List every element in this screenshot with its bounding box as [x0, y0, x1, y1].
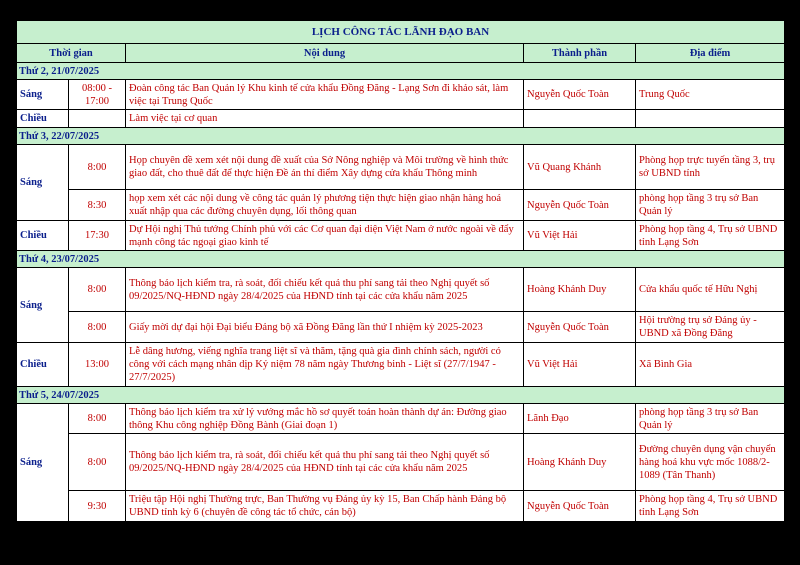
session-label: Chiều	[17, 110, 69, 128]
day-row	[17, 128, 785, 145]
title-row	[17, 21, 785, 44]
header-location: Địa điểm	[636, 44, 785, 63]
header-time: Thời gian	[17, 44, 126, 63]
header-content: Nội dung	[126, 44, 524, 63]
participant-cell: Vũ Việt Hải	[524, 221, 636, 251]
schedule-table	[16, 20, 785, 522]
table-row	[17, 491, 785, 522]
table-row	[17, 312, 785, 343]
day-row	[17, 387, 785, 404]
location-cell: Phòng họp tầng 4, Trụ sở UBND tỉnh Lạng Sơn	[636, 491, 785, 522]
day-row	[17, 63, 785, 80]
participant-cell: Hoàng Khánh Duy	[524, 268, 636, 312]
time-cell: 8:00	[69, 434, 126, 491]
session-label: Sáng	[17, 404, 69, 522]
content-cell: Dự Hội nghị Thủ tướng Chính phủ với các Cơ quan đại diện Việt Nam ở nước ngoài về đẩy mạnh công tác ngoại giao kinh tế	[126, 221, 524, 251]
session-label: Sáng	[17, 268, 69, 343]
participant-cell: Vũ Việt Hải	[524, 343, 636, 387]
time-cell: 08:00 - 17:00	[69, 80, 126, 110]
session-label: Chiều	[17, 221, 69, 251]
participant-cell: Vũ Quang Khánh	[524, 145, 636, 190]
participant-cell: Nguyễn Quốc Toàn	[524, 190, 636, 221]
location-cell: phòng họp tầng 3 trụ sở Ban Quản lý	[636, 404, 785, 434]
time-cell	[69, 110, 126, 128]
table-row	[17, 190, 785, 221]
participant-cell: Nguyễn Quốc Toàn	[524, 80, 636, 110]
content-cell: họp xem xét các nội dung về công tác quản lý phương tiện thực hiện giao nhận hàng hoá xuất nhập qua các đường chuyên dụng, lối thông quan	[126, 190, 524, 221]
location-cell: Phòng họp tầng 4, Trụ sở UBND tỉnh Lạng Sơn	[636, 221, 785, 251]
content-cell: Thông báo lịch kiểm tra, rà soát, đối chiếu kết quả thu phí sang tải theo Nghị quyết số 09/2025/NQ-HĐND ngày 28/4/2025 của HĐND tỉnh tại các cửa khẩu năm 2025	[126, 434, 524, 491]
participant-cell: Nguyễn Quốc Toàn	[524, 312, 636, 343]
header-participant: Thành phần	[524, 44, 636, 63]
session-label: Chiều	[17, 343, 69, 387]
day-label: Thứ 3, 22/07/2025	[17, 128, 785, 145]
time-cell: 8:00	[69, 268, 126, 312]
location-cell: Xã Bình Gia	[636, 343, 785, 387]
time-cell: 8:30	[69, 190, 126, 221]
table-row	[17, 80, 785, 110]
day-row	[17, 251, 785, 268]
table-row	[17, 434, 785, 491]
location-cell: phòng họp tầng 3 trụ sở Ban Quản lý	[636, 190, 785, 221]
schedule-title: LỊCH CÔNG TÁC LÃNH ĐẠO BAN	[17, 21, 785, 44]
participant-cell: Hoàng Khánh Duy	[524, 434, 636, 491]
participant-cell: Nguyễn Quốc Toàn	[524, 491, 636, 522]
content-cell: Lễ dâng hương, viếng nghĩa trang liệt sĩ và thăm, tặng quà gia đình chính sách, người có công với cách mạng nhân dịp Kỷ niệm 78 năm ngày Thương binh - Liệt sĩ (27/7/1947 - 27/7/2025)	[126, 343, 524, 387]
day-label: Thứ 4, 23/07/2025	[17, 251, 785, 268]
table-row	[17, 343, 785, 387]
table-row	[17, 221, 785, 251]
day-label: Thứ 5, 24/07/2025	[17, 387, 785, 404]
time-cell: 9:30	[69, 491, 126, 522]
content-cell: Thông báo lịch kiểm tra, rà soát, đối chiếu kết quả thu phí sang tải theo Nghị quyết số 09/2025/NQ-HĐND ngày 28/4/2025 của HĐND tỉnh tại các cửa khẩu năm 2025	[126, 268, 524, 312]
location-cell: Hội trường trụ sở Đảng ủy - UBND xã Đồng Đăng	[636, 312, 785, 343]
content-cell: Thông báo lịch kiểm tra xử lý vướng mắc hồ sơ quyết toán hoàn thành dự án: Đường giao thông Khu công nghiệp Đồng Bành (Giai đoạn 1)	[126, 404, 524, 434]
session-label: Sáng	[17, 80, 69, 110]
content-cell: Giấy mời dự đại hội Đại biểu Đảng bộ xã Đồng Đăng lần thứ I nhiệm kỳ 2025-2023	[126, 312, 524, 343]
location-cell: Trung Quốc	[636, 80, 785, 110]
table-row	[17, 404, 785, 434]
time-cell: 8:00	[69, 312, 126, 343]
location-cell	[636, 110, 785, 128]
table-row	[17, 145, 785, 190]
schedule-page	[16, 20, 784, 522]
participant-cell	[524, 110, 636, 128]
time-cell: 17:30	[69, 221, 126, 251]
time-cell: 8:00	[69, 404, 126, 434]
table-row	[17, 110, 785, 128]
content-cell: Họp chuyên đề xem xét nội dung đề xuất của Sở Nông nghiệp và Môi trường về hình thức giao đất, cho thuê đất để thực hiện Đề án thí điểm Xây dựng cửa khẩu Thông minh	[126, 145, 524, 190]
content-cell: Làm việc tại cơ quan	[126, 110, 524, 128]
time-cell: 8:00	[69, 145, 126, 190]
location-cell: Phòng họp trực tuyến tầng 3, trụ sở UBND tỉnh	[636, 145, 785, 190]
table-row	[17, 268, 785, 312]
participant-cell: Lãnh Đạo	[524, 404, 636, 434]
header-row	[17, 44, 785, 63]
location-cell: Cửa khẩu quốc tế Hữu Nghị	[636, 268, 785, 312]
day-label: Thứ 2, 21/07/2025	[17, 63, 785, 80]
time-cell: 13:00	[69, 343, 126, 387]
location-cell: Đường chuyên dụng vận chuyển hàng hoá khu vực mốc 1088/2- 1089 (Tân Thanh)	[636, 434, 785, 491]
session-label: Sáng	[17, 145, 69, 221]
content-cell: Triệu tập Hội nghị Thường trực, Ban Thường vụ Đảng ủy kỳ 15, Ban Chấp hành Đảng bộ UBND tỉnh kỳ 6 (chuyên đề công tác tổ chức, cán bộ)	[126, 491, 524, 522]
content-cell: Đoàn công tác Ban Quản lý Khu kinh tế cửa khẩu Đồng Đăng - Lạng Sơn đi khảo sát, làm việc tại Trung Quốc	[126, 80, 524, 110]
